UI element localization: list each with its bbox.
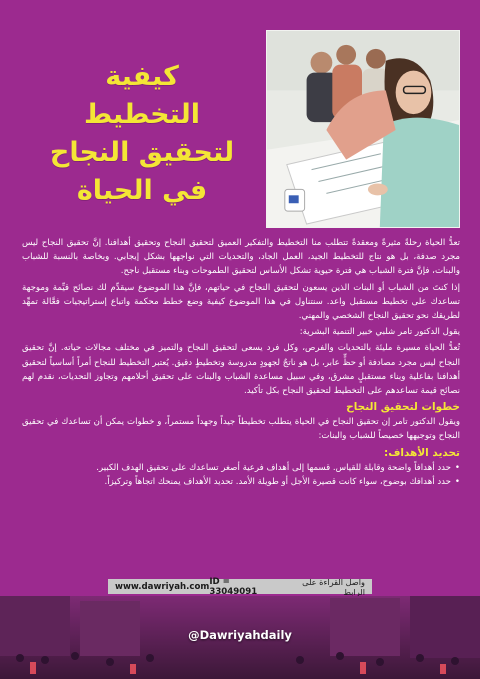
goals-heading: تحديد الأهداف: — [384, 446, 460, 459]
list-item: • حدد أهدافاً واضحة وقابلة للقياس. قسمها إلى أهداف فرعية أصغر تساعدك على تحقيق الهدف الكبير. — [22, 461, 460, 475]
body-paragraph: تُعدُّ الحياة مسيرة مليئة بالتحديات والفرص، وكل فرد يسعى لتحقيق النجاح والتميز في مختلف مجالات حياته. إنَّ تحقيق النجاح ليس مجرد مصادفة أو حظٍّ عابر، بل هو ناتجٌ لجهودٍ مدروسة وتخطيطٍ دقيق. يُعتبر التخطيط للنجاح أمراً أساسياً لتحقيق أهدافنا بفاعلية وبناء مستقبلٍ مشرق، وفي سبيل مساعدة الشباب والبنات على تحقيق أحلامهم وتجاوز التحديات، نقدم لهم نصائح قيمة تساعدهم على التخطيط لتحقيق النجاح بكل تأكيد. — [22, 343, 460, 397]
body-paragraph: إذا كنتَ من الشباب أو البنات الذين يسعون لتحقيق النجاح في حياتهم، فإنَّ هذا الموضوع سيقدِّم لك نصائح قيِّمة وموجهة تساعدك على تخطيط مستقبل واعد. سنتناول في هذا الموضوع كيفية وضع خطط محكمة واتباع إستراتيجيات فعَّالة تمهِّد لطريقك نحو تحقيق النجاح الشخصي والمهني. — [22, 282, 460, 322]
team-working-photo — [266, 30, 460, 228]
website-link[interactable]: www.dawriyah.com — [115, 581, 210, 592]
read-more-bar[interactable] — [108, 576, 372, 597]
section-heading: خطوات لتحقيق النجاح — [346, 401, 460, 414]
goals-list — [22, 461, 460, 489]
title-line: كيفية — [105, 61, 179, 92]
quote-attribution: يقول الدكتور تامر شلبي خبير التنمية البشرية: — [299, 327, 460, 338]
intro-paragraph: تعدُّ الحياة رحلةً مثيرةً ومعقدةً تتطلب منا التخطيط والتفكير العميق لتحقيق النجاح وتحقيق أهدافنا. إنَّ تحقيق النجاح ليس مجرد صدفة، بل هو نتاج للتخطيط الجيد، العمل الجاد، والتحديات التي نواجهها بشكل إيجابي. وبخاصة بالنسبة للشباب والبنات، فإنَّ فترة الشباب هي فترة حيوية تشكل الأساس لتحقيق الطموحات وبناء مستقبل ناجح. — [22, 238, 460, 277]
article-title — [22, 58, 262, 210]
social-handle: @Dawriyahdaily — [188, 628, 292, 642]
list-item: • حدد أهدافك بوضوح، سواء كانت قصيرة الأجل أو طويلة الأمد. تحديد الأهداف يمنحك اتجاهاً وتركيزاً. — [22, 475, 460, 489]
title-line: في الحياة — [76, 175, 208, 206]
section-paragraph: ويقول الدكتور تامر إن تحقيق النجاح في الحياة يتطلب تخطيطاً جيداً وجهداً مستمراً، و خطوات يمكن أن تساعدك في تحقيق النجاح وتوجيهها خصيصاً للشباب والبنات: — [22, 417, 460, 442]
article-id: ID = 33049091 — [209, 576, 258, 597]
article-body — [22, 236, 460, 489]
read-more-label: واصل القراءة على الرابط — [302, 576, 365, 597]
title-line: لتحقيق النجاح — [49, 137, 235, 168]
title-line: التخطيط — [83, 99, 201, 130]
